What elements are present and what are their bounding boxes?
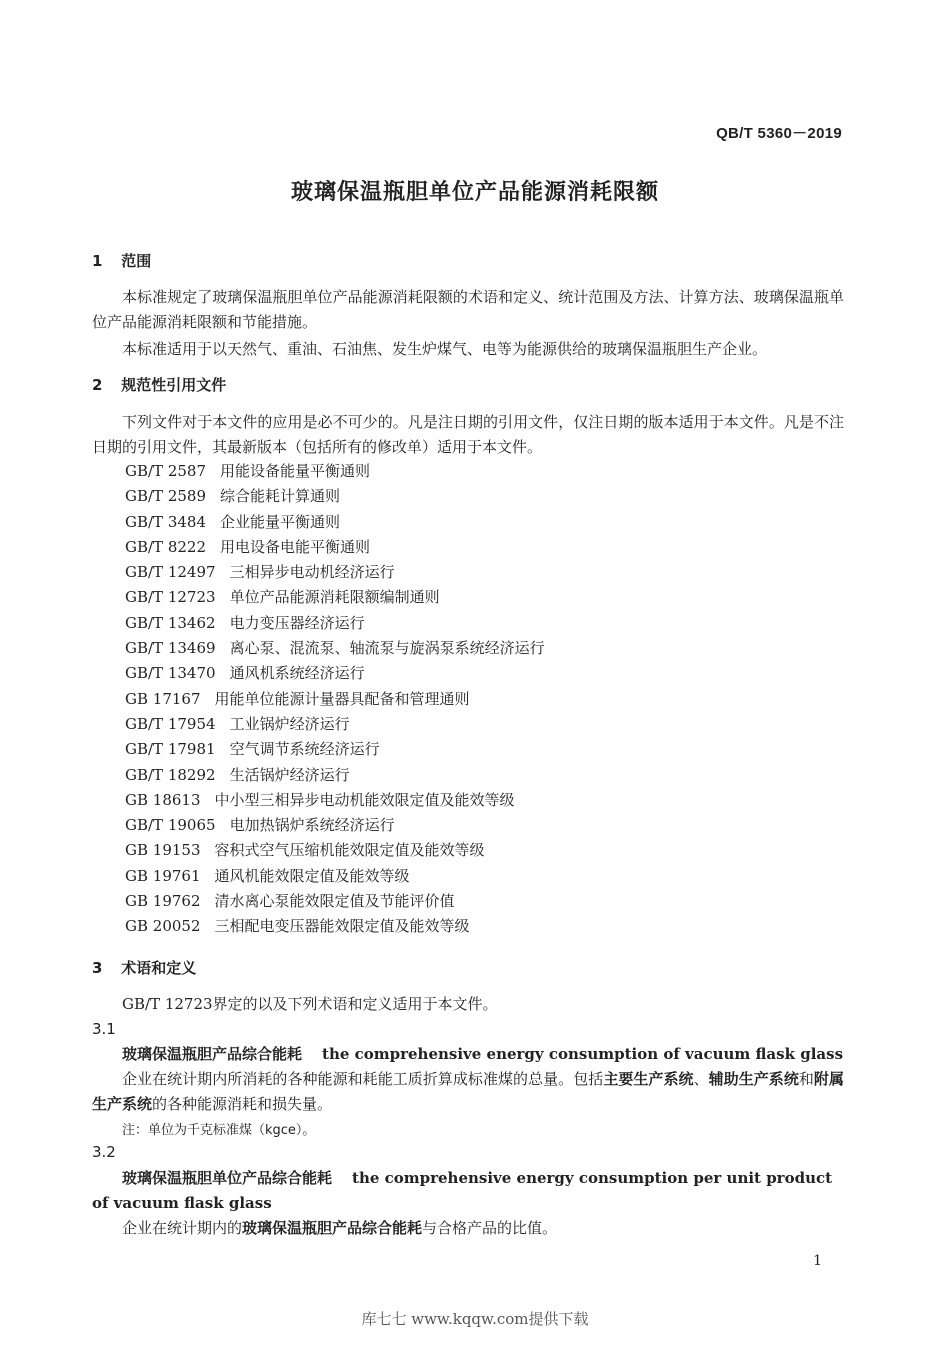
terms-intro: GB/T 12723界定的以及下列术语和定义适用于本文件。 xyxy=(122,995,498,1013)
reference-title: 工业锅炉经济运行 xyxy=(229,714,350,733)
scope-paragraph-1: 本标准规定了玻璃保温瓶胆单位产品能源消耗限额的术语和定义、统计范围及方法、计算方法、玻璃保温瓶单位产品能源消耗限额和节能措施。 xyxy=(92,288,844,331)
standard-number: QB/T 5360－2019 xyxy=(716,125,842,142)
reference-code: GB 18613 xyxy=(125,790,201,809)
reference-item xyxy=(125,713,545,738)
section-title: 范围 xyxy=(121,252,152,270)
linked-term: 玻璃保温瓶胆产品综合能耗 xyxy=(242,1219,423,1237)
clause-3-2-term xyxy=(92,1166,844,1216)
reference-code: GB 20052 xyxy=(125,917,201,936)
clause-3-2-number: 3.2 xyxy=(92,1143,116,1161)
reference-title: 用能单位能源计量器具配备和管理通则 xyxy=(214,689,470,708)
reference-item xyxy=(125,561,545,586)
reference-code: GB/T 13470 xyxy=(125,664,216,683)
clause-3-1-term xyxy=(92,1042,844,1067)
reference-item xyxy=(125,511,545,536)
reference-code: GB/T 12497 xyxy=(125,563,216,582)
reference-code: GB/T 13462 xyxy=(125,613,216,632)
reference-item xyxy=(125,536,545,561)
reference-item xyxy=(125,485,545,510)
reference-code: GB/T 3484 xyxy=(125,512,207,531)
reference-item xyxy=(125,586,545,611)
definition-text: 、 xyxy=(693,1070,709,1088)
reference-item xyxy=(125,764,545,789)
linked-term: 附属生产系统 xyxy=(92,1070,844,1113)
reference-item xyxy=(125,688,545,713)
reference-title: 生活锅炉经济运行 xyxy=(229,765,350,784)
reference-title: 企业能量平衡通则 xyxy=(220,512,341,531)
reference-title: 综合能耗计算通则 xyxy=(220,487,341,506)
term-english: the comprehensive energy consumption per unit product of vacuum flask glass xyxy=(92,1169,833,1212)
clause-3-1-definition xyxy=(92,1067,844,1117)
section-number: 1 xyxy=(92,252,103,270)
term-english: the comprehensive energy consumption of vacuum flask glass xyxy=(322,1045,844,1063)
reference-title: 中小型三相异步电动机能效限定值及能效等级 xyxy=(214,790,515,809)
section-number: 2 xyxy=(92,376,103,394)
reference-title: 电加热锅炉系统经济运行 xyxy=(229,816,395,835)
section-3-heading xyxy=(92,957,196,978)
reference-item xyxy=(125,814,545,839)
linked-term: 辅助生产系统 xyxy=(708,1070,799,1088)
definition-text: 企业在统计期内所消耗的各种能源和耗能工质折算成标准煤的总量。包括 xyxy=(122,1070,604,1088)
reference-title: 通风机系统经济运行 xyxy=(229,664,365,683)
reference-title: 三相异步电动机经济运行 xyxy=(229,563,395,582)
reference-item xyxy=(125,865,545,890)
reference-code: GB/T 12723 xyxy=(125,588,216,607)
reference-code: GB 17167 xyxy=(125,689,201,708)
section-title: 术语和定义 xyxy=(121,959,197,977)
reference-code: GB 19762 xyxy=(125,892,201,911)
reference-code: GB/T 2589 xyxy=(125,487,207,506)
definition-text: 的各种能源消耗和损失量。 xyxy=(152,1095,333,1113)
reference-item xyxy=(125,612,545,637)
definition-text: 和 xyxy=(798,1070,814,1088)
reference-code: GB/T 8222 xyxy=(125,537,207,556)
reference-code: GB 19761 xyxy=(125,866,201,885)
reference-item xyxy=(125,662,545,687)
clause-3-1-note: 注：单位为千克标准煤（kgce）。 xyxy=(122,1123,316,1138)
reference-code: GB/T 19065 xyxy=(125,816,216,835)
reference-title: 用能设备能量平衡通则 xyxy=(220,462,371,480)
definition-text: 与合格产品的比值。 xyxy=(422,1219,558,1237)
term-chinese: 玻璃保温瓶胆单位产品综合能耗 xyxy=(122,1169,333,1187)
clause-3-1-number: 3.1 xyxy=(92,1020,116,1038)
reference-item xyxy=(125,789,545,814)
reference-title: 清水离心泵能效限定值及节能评价值 xyxy=(214,892,455,911)
section-number: 3 xyxy=(92,959,103,977)
reference-item xyxy=(125,460,545,485)
reference-item xyxy=(125,637,545,662)
reference-title: 离心泵、混流泵、轴流泵与旋涡泵系统经济运行 xyxy=(229,639,545,658)
reference-code: GB/T 2587 xyxy=(125,462,207,480)
reference-title: 用电设备电能平衡通则 xyxy=(220,537,371,556)
reference-code: GB/T 18292 xyxy=(125,765,216,784)
reference-title: 电力变压器经济运行 xyxy=(229,613,365,632)
reference-code: GB/T 17981 xyxy=(125,740,216,759)
page-number: 1 xyxy=(813,1253,822,1269)
reference-title: 三相配电变压器能效限定值及能效等级 xyxy=(214,917,470,936)
reference-title: 单位产品能源消耗限额编制通则 xyxy=(229,588,440,607)
download-watermark: 库七七 www.kqqw.com提供下载 xyxy=(361,1310,589,1328)
reference-title: 通风机能效限定值及能效等级 xyxy=(214,866,410,885)
reference-list xyxy=(125,460,545,941)
reference-item xyxy=(125,738,545,763)
reference-code: GB/T 13469 xyxy=(125,639,216,658)
reference-item xyxy=(125,839,545,864)
reference-code: GB 19153 xyxy=(125,841,201,860)
definition-text: 企业在统计期内的 xyxy=(122,1219,243,1237)
scope-paragraph-2: 本标准适用于以天然气、重油、石油焦、发生炉煤气、电等为能源供给的玻璃保温瓶胆生产企业。 xyxy=(122,340,768,358)
reference-code: GB/T 17954 xyxy=(125,714,216,733)
section-1-heading xyxy=(92,250,151,271)
reference-item xyxy=(125,915,545,940)
section-title: 规范性引用文件 xyxy=(121,376,227,394)
reference-item xyxy=(125,890,545,915)
reference-title: 空气调节系统经济运行 xyxy=(229,740,380,759)
references-intro: 下列文件对于本文件的应用是必不可少的。凡是注日期的引用文件，仅注日期的版本适用于本文件。凡是不注日期的引用文件，其最新版本（包括所有的修改单）适用于本文件。 xyxy=(92,413,844,456)
section-2-heading xyxy=(92,374,226,395)
clause-3-2-definition xyxy=(92,1216,844,1241)
term-chinese: 玻璃保温瓶胆产品综合能耗 xyxy=(122,1045,303,1063)
linked-term: 主要生产系统 xyxy=(603,1070,694,1088)
document-title: 玻璃保温瓶胆单位产品能源消耗限额 xyxy=(290,180,659,205)
reference-title: 容积式空气压缩机能效限定值及能效等级 xyxy=(214,841,485,860)
